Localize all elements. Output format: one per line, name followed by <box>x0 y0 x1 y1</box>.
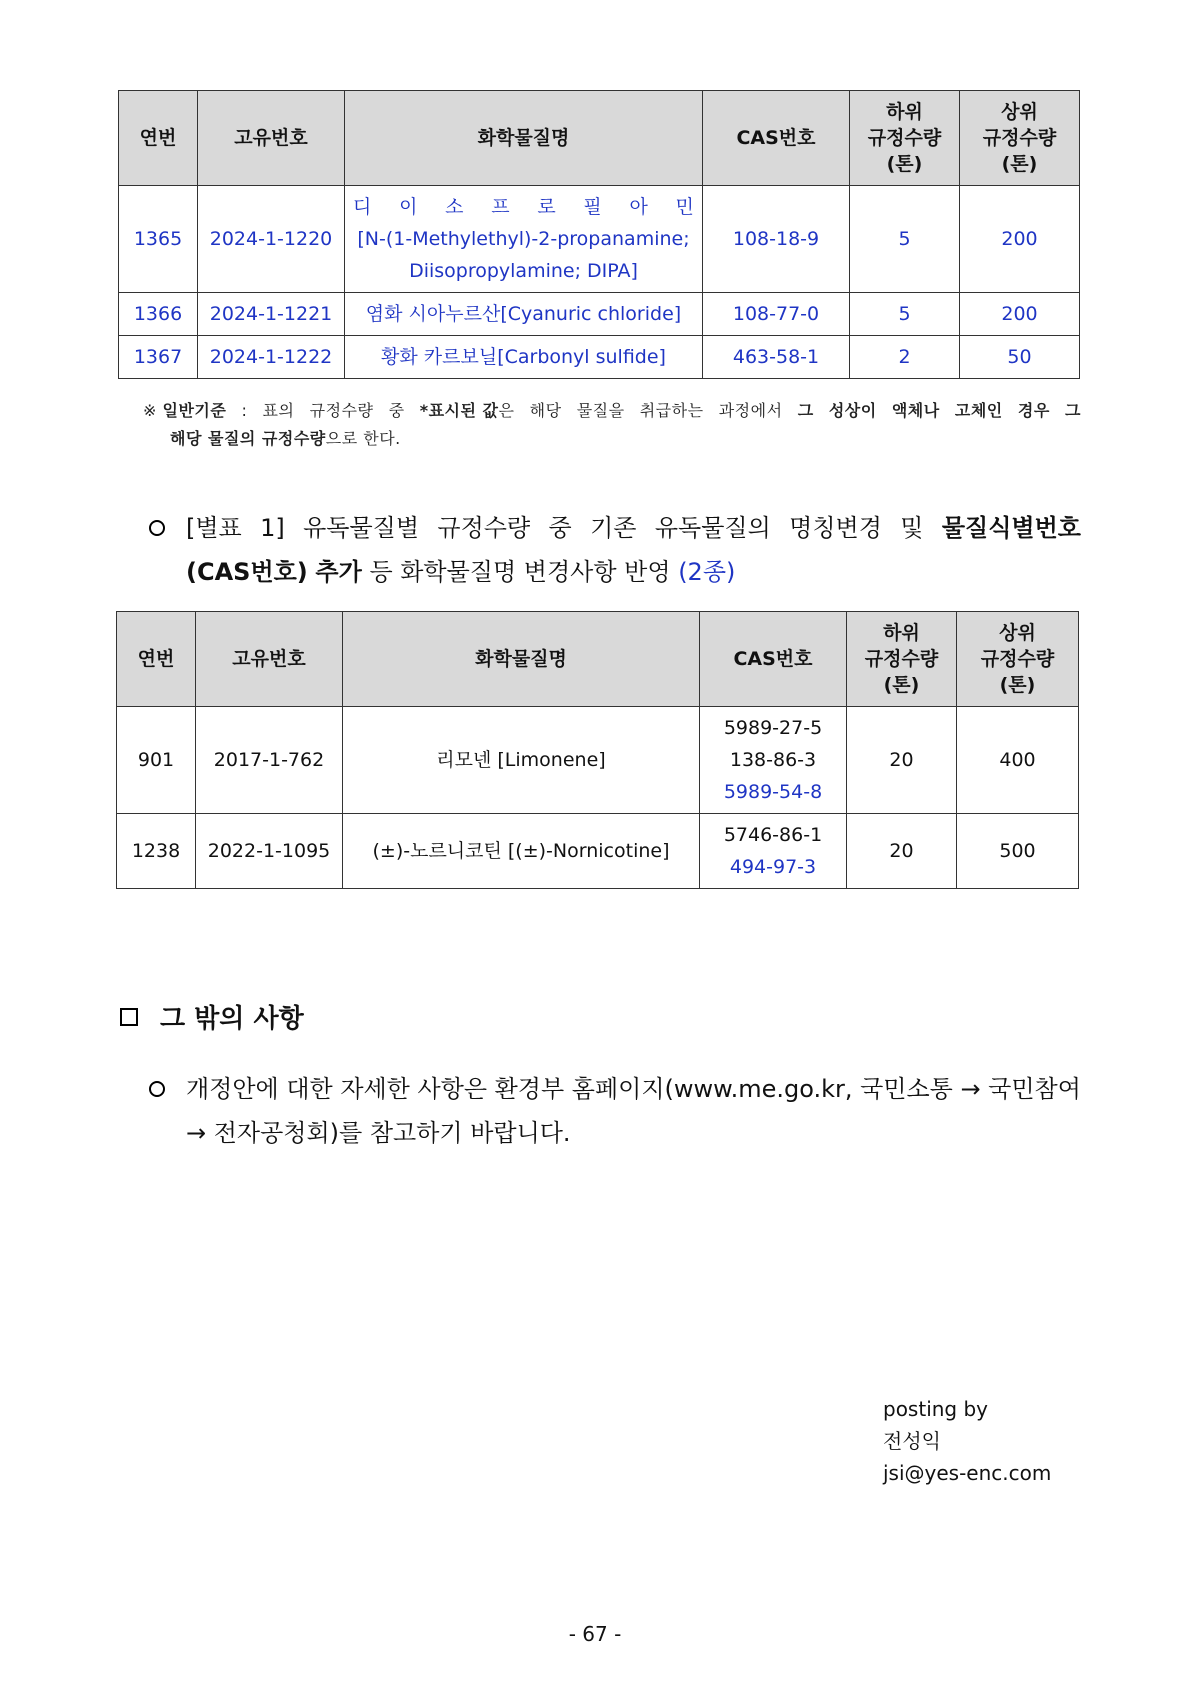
note-mark-label <box>143 397 226 425</box>
chemical-name-hangul <box>353 191 694 223</box>
header-lower-line3: (톤) <box>886 153 923 175</box>
name-char: 아 <box>629 196 648 218</box>
cell-lower-threshold: 5 <box>850 293 960 336</box>
header-unique-id: 고유번호 <box>198 91 345 186</box>
header-upper-line1: 상위 <box>999 622 1036 644</box>
chemical-name-line3: Diisopropylamine; DIPA] <box>409 260 638 282</box>
name-char: 민 <box>675 196 694 218</box>
cell-chemical-name: (±)-노르니코틴 [(±)-Nornicotine] <box>343 814 700 889</box>
note-bold-word: 그 <box>1064 401 1081 420</box>
table-row <box>117 707 1079 814</box>
para-word: 및 <box>900 514 924 542</box>
poster-email: jsi@yes-enc.com <box>883 1461 1052 1485</box>
table-row <box>119 186 1080 293</box>
para-bold-word: 물질식별번호 <box>941 514 1081 542</box>
header-lower-line1: 하위 <box>883 622 920 644</box>
cell-chemical-name <box>345 186 703 293</box>
name-char: 이 <box>399 196 418 218</box>
note-word: 취급하는 <box>639 401 704 420</box>
cell-cas-no: 108-77-0 <box>703 293 850 336</box>
header-cas-no: CAS번호 <box>703 91 850 186</box>
para-word: 1] <box>260 514 285 542</box>
header-unique-id: 고유번호 <box>196 612 343 707</box>
header-chemical-name: 화학물질명 <box>343 612 700 707</box>
cell-serial-no: 901 <box>117 707 196 814</box>
header-chemical-name: 화학물질명 <box>345 91 703 186</box>
header-lower-line3: (톤) <box>883 674 920 696</box>
para-word: 규정수량 <box>437 514 531 542</box>
para-word: 기존 <box>590 514 637 542</box>
header-upper-line1: 상위 <box>1001 101 1038 123</box>
cell-cas-no <box>700 707 847 814</box>
note-line1 <box>143 397 1081 425</box>
posting-by-label: posting by <box>883 1397 989 1421</box>
posting-credit <box>883 1393 1051 1489</box>
para-word: 중 <box>548 514 572 542</box>
cell-unique-id: 2017-1-762 <box>196 707 343 814</box>
circle-bullet-icon <box>149 1081 165 1097</box>
para-word: 사항은 <box>417 1075 488 1103</box>
header-upper-line3: (톤) <box>1001 153 1038 175</box>
chemical-name-line2: [N-(1-Methylethyl)-2-propanamine; <box>357 228 690 250</box>
cell-lower-threshold: 5 <box>850 186 960 293</box>
general-criteria-note <box>143 397 1081 453</box>
para-word: 유독물질의 <box>654 514 771 542</box>
para-word: 환경부 <box>494 1075 565 1103</box>
cas-existing: 5989-27-5 <box>723 717 823 739</box>
name-char: 필 <box>583 196 602 218</box>
cas-added: 5989-54-8 <box>723 781 823 803</box>
cas-existing: 138-86-3 <box>729 749 817 771</box>
chemical-table-new-substances <box>118 90 1080 379</box>
table-header-row <box>119 91 1080 186</box>
note-word: 은 <box>498 401 515 420</box>
note-word: 중 <box>388 401 405 420</box>
note-bold-word: 액체나 <box>891 401 940 420</box>
square-bullet-icon <box>120 1008 138 1026</box>
substance-count: (2종) <box>678 558 736 586</box>
header-lower-line1: 하위 <box>886 101 923 123</box>
para-bold-word: 추가 <box>315 558 362 586</box>
note-label: 일반기준 <box>162 401 227 420</box>
table-row <box>117 814 1079 889</box>
header-upper-line3: (톤) <box>999 674 1036 696</box>
header-lower-threshold <box>847 612 957 707</box>
name-char: 디 <box>353 196 372 218</box>
cell-upper-threshold: 400 <box>957 707 1079 814</box>
note-text: 으로 한다. <box>325 429 401 448</box>
note-line2 <box>143 425 1081 453</box>
section1-paragraph <box>186 506 1081 594</box>
cell-lower-threshold: 2 <box>850 336 960 379</box>
note-word: 규정수량 <box>309 401 374 420</box>
section2-line1 <box>186 1067 1081 1111</box>
other-matters-heading <box>120 998 304 1035</box>
header-upper-line2: 규정수량 <box>982 127 1057 149</box>
arrow-glyph: → <box>960 1075 981 1103</box>
cell-chemical-name: 리모넨 [Limonene] <box>343 707 700 814</box>
section2-line2: → 전자공청회)를 참고하기 바랍니다. <box>186 1119 571 1147</box>
name-char: 프 <box>491 196 510 218</box>
cell-unique-id: 2024-1-1222 <box>198 336 345 379</box>
note-word: 해당 <box>529 401 562 420</box>
note-bold-word: 그 <box>797 401 814 420</box>
header-upper-line2: 규정수량 <box>980 648 1055 670</box>
cas-existing: 5746-86-1 <box>723 824 823 846</box>
section1-line1 <box>186 506 1081 550</box>
cell-unique-id: 2022-1-1095 <box>196 814 343 889</box>
cell-lower-threshold: 20 <box>847 707 957 814</box>
section2-paragraph <box>186 1067 1081 1155</box>
cell-cas-no <box>700 814 847 889</box>
cell-serial-no: 1238 <box>117 814 196 889</box>
cell-chemical-name: 염화 시아누르산[Cyanuric chloride] <box>345 293 703 336</box>
note-word: 물질을 <box>576 401 625 420</box>
note-bold-text: *표시된 값 <box>419 401 499 420</box>
cell-serial-no: 1366 <box>119 293 198 336</box>
cell-cas-no: 463-58-1 <box>703 336 850 379</box>
header-lower-line2: 규정수량 <box>867 127 942 149</box>
name-char: 로 <box>537 196 556 218</box>
note-separator: : <box>241 401 248 420</box>
para-word: 자세한 <box>340 1075 410 1103</box>
cell-serial-no: 1365 <box>119 186 198 293</box>
note-bold-word: 고체인 <box>954 401 1003 420</box>
cell-upper-threshold: 200 <box>960 186 1080 293</box>
page-number: - 67 - <box>568 1622 622 1646</box>
para-word: [별표 <box>186 514 242 542</box>
cell-lower-threshold: 20 <box>847 814 957 889</box>
cell-upper-threshold: 50 <box>960 336 1080 379</box>
cell-upper-threshold: 500 <box>957 814 1079 889</box>
para-word: 대한 <box>286 1075 333 1103</box>
para-word: 명칭변경 <box>789 514 882 542</box>
cas-added: 494-97-3 <box>729 856 817 878</box>
chemical-table-name-changes <box>116 611 1079 889</box>
name-char: 소 <box>445 196 464 218</box>
note-bold-text: 해당 물질의 규정수량 <box>170 429 326 448</box>
cell-unique-id: 2024-1-1220 <box>198 186 345 293</box>
circle-bullet-icon <box>149 520 165 536</box>
header-upper-threshold <box>957 612 1079 707</box>
para-bold-word: (CAS번호) <box>186 558 308 586</box>
poster-name: 전성익 <box>883 1429 941 1453</box>
table-row <box>119 336 1080 379</box>
para-word: 국민참여 <box>988 1075 1081 1103</box>
cell-unique-id: 2024-1-1221 <box>198 293 345 336</box>
note-highlight <box>420 397 515 425</box>
header-lower-threshold <box>850 91 960 186</box>
para-word: 유독물질별 <box>303 514 420 542</box>
header-lower-line2: 규정수량 <box>864 648 939 670</box>
cell-serial-no: 1367 <box>119 336 198 379</box>
section1-line2 <box>186 550 1081 594</box>
cell-chemical-name: 황화 카르보닐[Carbonyl sulfide] <box>345 336 703 379</box>
note-bold-word: 경우 <box>1017 401 1050 420</box>
para-word: 국민소통 <box>860 1075 953 1103</box>
cell-cas-no: 108-18-9 <box>703 186 850 293</box>
para-text: 등 화학물질명 변경사항 반영 <box>369 558 671 586</box>
note-bold-word: 성상이 <box>828 401 877 420</box>
heading-text: 그 밖의 사항 <box>160 1004 304 1034</box>
header-serial-no: 연번 <box>117 612 196 707</box>
reference-mark: ※ <box>143 401 157 420</box>
table-row <box>119 293 1080 336</box>
table-header-row <box>117 612 1079 707</box>
header-serial-no: 연번 <box>119 91 198 186</box>
para-word: 개정안에 <box>186 1075 279 1103</box>
header-upper-threshold <box>960 91 1080 186</box>
para-word: 홈페이지(www.me.go.kr, <box>571 1075 853 1103</box>
cell-upper-threshold: 200 <box>960 293 1080 336</box>
note-word: 표의 <box>262 401 295 420</box>
note-word: 과정에서 <box>718 401 783 420</box>
header-cas-no: CAS번호 <box>700 612 847 707</box>
